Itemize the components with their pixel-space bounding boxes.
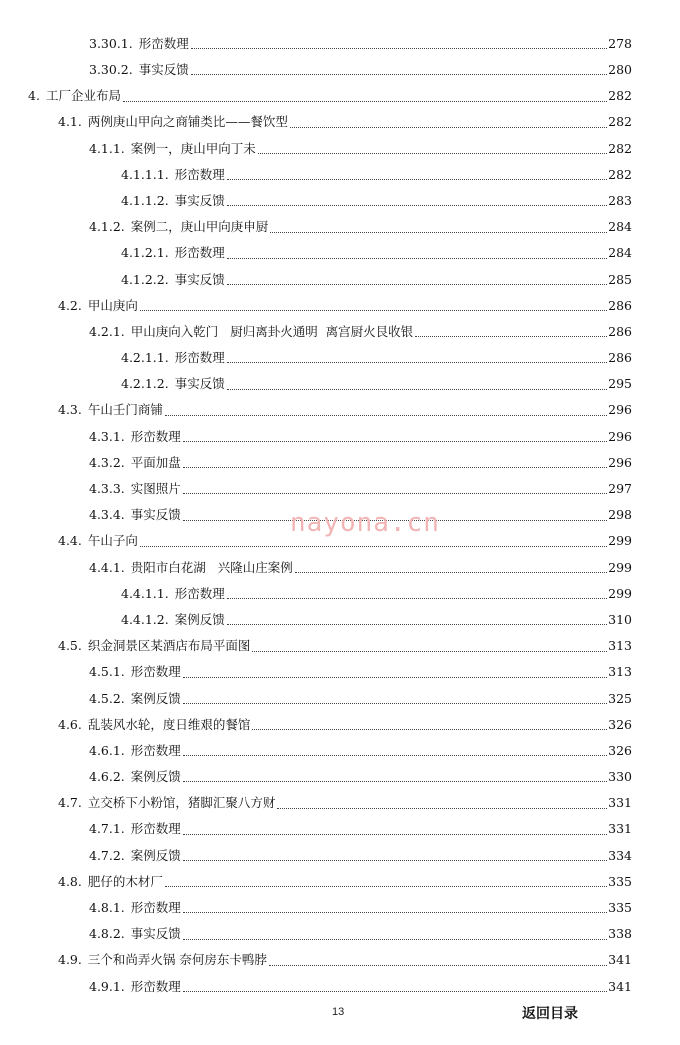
toc-entry-title: 形峦数理 [174,245,225,261]
toc-entry-page: 283 [608,192,632,208]
toc-entry-number: 4.6. [58,716,82,732]
toc-entry[interactable] [0,345,680,371]
toc-dot-leader [165,885,607,887]
toc-entry-title: 案例反馈 [130,769,181,785]
toc-entry-page: 331 [608,795,632,811]
toc-dot-leader [191,73,607,75]
toc-entry[interactable] [0,895,680,921]
toc-entry-page: 326 [608,742,632,758]
toc-entry-number: 4.4.1.2. [121,611,169,627]
toc-dot-leader [227,257,607,259]
toc-entry[interactable] [0,843,680,869]
toc-dot-leader [252,650,607,652]
toc-entry-page: 282 [608,114,632,130]
toc-entry-title: 事实反馈 [174,271,225,287]
toc-entry[interactable] [0,921,680,947]
toc-entry-title: 午山壬门商铺 [87,402,163,418]
toc-entry[interactable] [0,241,680,267]
toc-entry-number: 4.3.2. [89,454,125,470]
toc-entry-page: 284 [608,219,632,235]
toc-entry-page: 325 [608,690,632,706]
toc-dot-leader [227,178,607,180]
toc-dot-leader [183,702,607,704]
toc-entry-title: 事实反馈 [130,507,181,523]
toc-entry-page: 297 [608,481,632,497]
toc-entry[interactable] [0,764,680,790]
toc-dot-leader [123,100,607,102]
toc-entry-number: 4.1.2. [89,219,125,235]
toc-entry-title: 案例二，庚山甲向庚申厨 [130,219,269,235]
toc-entry-number: 4.2.1.1. [121,350,169,366]
toc-entry[interactable] [0,371,680,397]
toc-entry-page: 299 [608,559,632,575]
toc-dot-leader [227,623,607,625]
toc-entry-title: 形峦数理 [130,900,181,916]
toc-entry[interactable] [0,267,680,293]
toc-entry[interactable] [0,188,680,214]
toc-entry-number: 4.9. [58,952,82,968]
toc-entry-number: 4.8.1. [89,900,125,916]
toc-entry-number: 4.1.1.1. [121,166,169,182]
toc-entry-page: 330 [608,769,632,785]
toc-entry-number: 4.4.1. [89,559,125,575]
toc-entry-number: 3.30.1. [89,35,133,51]
toc-entry[interactable] [0,110,680,136]
toc-entry-number: 4.8.2. [89,926,125,942]
toc-entry[interactable] [0,424,680,450]
toc-entry[interactable] [0,869,680,895]
toc-dot-leader [415,335,607,337]
toc-dot-leader [295,571,607,573]
toc-entry-page: 299 [608,585,632,601]
toc-dot-leader [252,728,607,730]
toc-entry-title: 贵阳市白花湖 兴隆山庄案例 [130,559,293,575]
toc-entry-number: 4.7.2. [89,847,125,863]
toc-entry-page: 282 [608,166,632,182]
toc-dot-leader [258,152,607,154]
toc-entry-number: 4.5.2. [89,690,125,706]
toc-entry-page: 334 [608,847,632,863]
toc-entry-page: 282 [608,88,632,104]
toc-entry-number: 4.6.2. [89,769,125,785]
toc-dot-leader [183,492,607,494]
toc-dot-leader [227,388,607,390]
toc-entry-page: 335 [608,900,632,916]
toc-entry-title: 午山子向 [87,533,138,549]
toc-entry-number: 4.6.1. [89,742,125,758]
toc-entry-title: 事实反馈 [138,62,189,78]
toc-entry-page: 295 [608,376,632,392]
toc-entry-page: 298 [608,507,632,523]
toc-entry[interactable] [0,83,680,109]
toc-entry-page: 278 [608,35,632,51]
toc-entry-title: 工厂企业布局 [45,88,121,104]
toc-entry-page: 341 [608,952,632,968]
toc-entry-page: 284 [608,245,632,261]
toc-entry-number: 4.5.1. [89,664,125,680]
toc-dot-leader [183,859,607,861]
toc-dot-leader [183,990,607,992]
toc-entry[interactable] [0,738,680,764]
toc-entry[interactable] [0,660,680,686]
toc-entry-title: 形峦数理 [174,350,225,366]
toc-entry[interactable] [0,214,680,240]
toc-entry-page: 286 [608,350,632,366]
toc-entry-page: 296 [608,454,632,470]
toc-entry-title: 形峦数理 [130,742,181,758]
toc-entry-page: 285 [608,271,632,287]
toc-entry-title: 形峦数理 [174,585,225,601]
toc-entry-page: 313 [608,638,632,654]
toc-entry-number: 4.7.1. [89,821,125,837]
watermark: nayona.cn [290,508,440,538]
toc-entry-title: 两例庚山甲向之商铺类比——餐饮型 [87,114,288,130]
toc-dot-leader [140,545,607,547]
toc-entry-page: 335 [608,873,632,889]
toc-entry[interactable] [0,633,680,659]
toc-entry-title: 事实反馈 [174,192,225,208]
toc-dot-leader [183,938,607,940]
toc-dot-leader [290,126,607,128]
toc-entry[interactable] [0,476,680,502]
toc-entry[interactable] [0,607,680,633]
toc-entry-page: 338 [608,926,632,942]
toc-dot-leader [227,204,607,206]
toc-entry-page: 296 [608,428,632,444]
toc-entry-number: 4.1. [58,114,82,130]
toc-entry-title: 形峦数理 [174,166,225,182]
toc-entry-number: 4.4. [58,533,82,549]
toc-entry[interactable] [0,450,680,476]
toc-entry-number: 4. [28,88,40,104]
toc-entry-number: 4.2.1. [89,323,125,339]
toc-entry-title: 形峦数理 [130,978,181,994]
toc-dot-leader [227,283,607,285]
toc-dot-leader [191,47,607,49]
toc-entry-number: 4.5. [58,638,82,654]
toc-entry-number: 4.2.1.2. [121,376,169,392]
toc-entry-title: 形峦数理 [130,664,181,680]
toc-entry-number: 4.8. [58,873,82,889]
toc-dot-leader [270,231,607,233]
toc-entry-title: 三个和尚弄火锅 奈何房东卡鸭脖 [87,952,267,968]
toc-entry-page: 313 [608,664,632,680]
toc-entry[interactable] [0,581,680,607]
toc-entry-title: 事实反馈 [174,376,225,392]
toc-entry-page: 280 [608,62,632,78]
toc-entry-title: 立交桥下小粉馆，猪脚汇聚八方财 [87,795,276,811]
toc-entry[interactable] [0,31,680,57]
toc-dot-leader [183,833,607,835]
toc-entry[interactable] [0,790,680,816]
toc-entry-number: 4.4.1.1. [121,585,169,601]
toc-entry-number: 4.3.3. [89,481,125,497]
toc-entry[interactable] [0,136,680,162]
toc-entry-title: 甲山庚向入乾门 厨归离卦火通明 离宫厨火艮收银 [130,323,414,339]
toc-entry-title: 案例反馈 [130,690,181,706]
toc-dot-leader [183,780,607,782]
toc-entry-title: 乱装风水轮，度日维艰的餐馆 [87,716,251,732]
toc-entry[interactable] [0,712,680,738]
toc-entry[interactable] [0,974,680,1000]
toc-entry-title: 肥仔的木材厂 [87,873,163,889]
toc-entry-page: 326 [608,716,632,732]
page-number: 13 [332,1006,345,1018]
toc-entry-number: 4.2. [58,297,82,313]
toc-entry-page: 296 [608,402,632,418]
toc-entry[interactable] [0,686,680,712]
toc-dot-leader [269,964,607,966]
toc-entry[interactable] [0,293,680,319]
toc-entry-number: 4.3.1. [89,428,125,444]
toc-entry-page: 282 [608,140,632,156]
toc-dot-leader [165,414,607,416]
toc-entry[interactable] [0,555,680,581]
toc-entry-title: 案例一，庚山甲向丁未 [130,140,256,156]
toc-dot-leader [277,807,607,809]
toc-entry[interactable] [0,948,680,974]
toc-entry-page: 286 [608,297,632,313]
toc-entry-title: 形峦数理 [130,428,181,444]
toc-dot-leader [183,754,607,756]
toc-dot-leader [183,440,607,442]
toc-entry-number: 4.7. [58,795,82,811]
toc-dot-leader [227,361,607,363]
toc-entry-number: 4.1.2.1. [121,245,169,261]
toc-entry-title: 甲山庚向 [87,297,138,313]
toc-entry-title: 案例反馈 [130,847,181,863]
toc-entry[interactable] [0,57,680,83]
toc-entry-title: 案例反馈 [174,611,225,627]
toc-entry-number: 4.9.1. [89,978,125,994]
toc-entry[interactable] [0,319,680,345]
toc-entry[interactable] [0,817,680,843]
toc-entry-page: 286 [608,323,632,339]
toc-entry-page: 310 [608,611,632,627]
toc-entry-title: 形峦数理 [138,35,189,51]
toc-entry-page: 299 [608,533,632,549]
toc-dot-leader [183,466,607,468]
toc-entry-title: 平面加盘 [130,454,181,470]
toc-dot-leader [227,597,607,599]
toc-entry-title: 形峦数理 [130,821,181,837]
toc-entry-title: 织金洞景区某酒店布局平面图 [87,638,251,654]
toc-entry-title: 实图照片 [130,481,181,497]
toc-entry-title: 事实反馈 [130,926,181,942]
toc-entry-number: 4.3.4. [89,507,125,523]
toc-entry-number: 3.30.2. [89,62,133,78]
toc-dot-leader [183,676,607,678]
toc-entry-number: 4.1.1.2. [121,192,169,208]
toc-entry-number: 4.1.1. [89,140,125,156]
toc-entry-page: 331 [608,821,632,837]
toc-entry-number: 4.1.2.2. [121,271,169,287]
toc-dot-leader [183,911,607,913]
back-to-contents-link[interactable]: 返回目录 [522,1006,578,1022]
toc-entry-page: 341 [608,978,632,994]
toc-entry-number: 4.3. [58,402,82,418]
toc-entry[interactable] [0,398,680,424]
toc-entry[interactable] [0,162,680,188]
toc-dot-leader [140,309,607,311]
